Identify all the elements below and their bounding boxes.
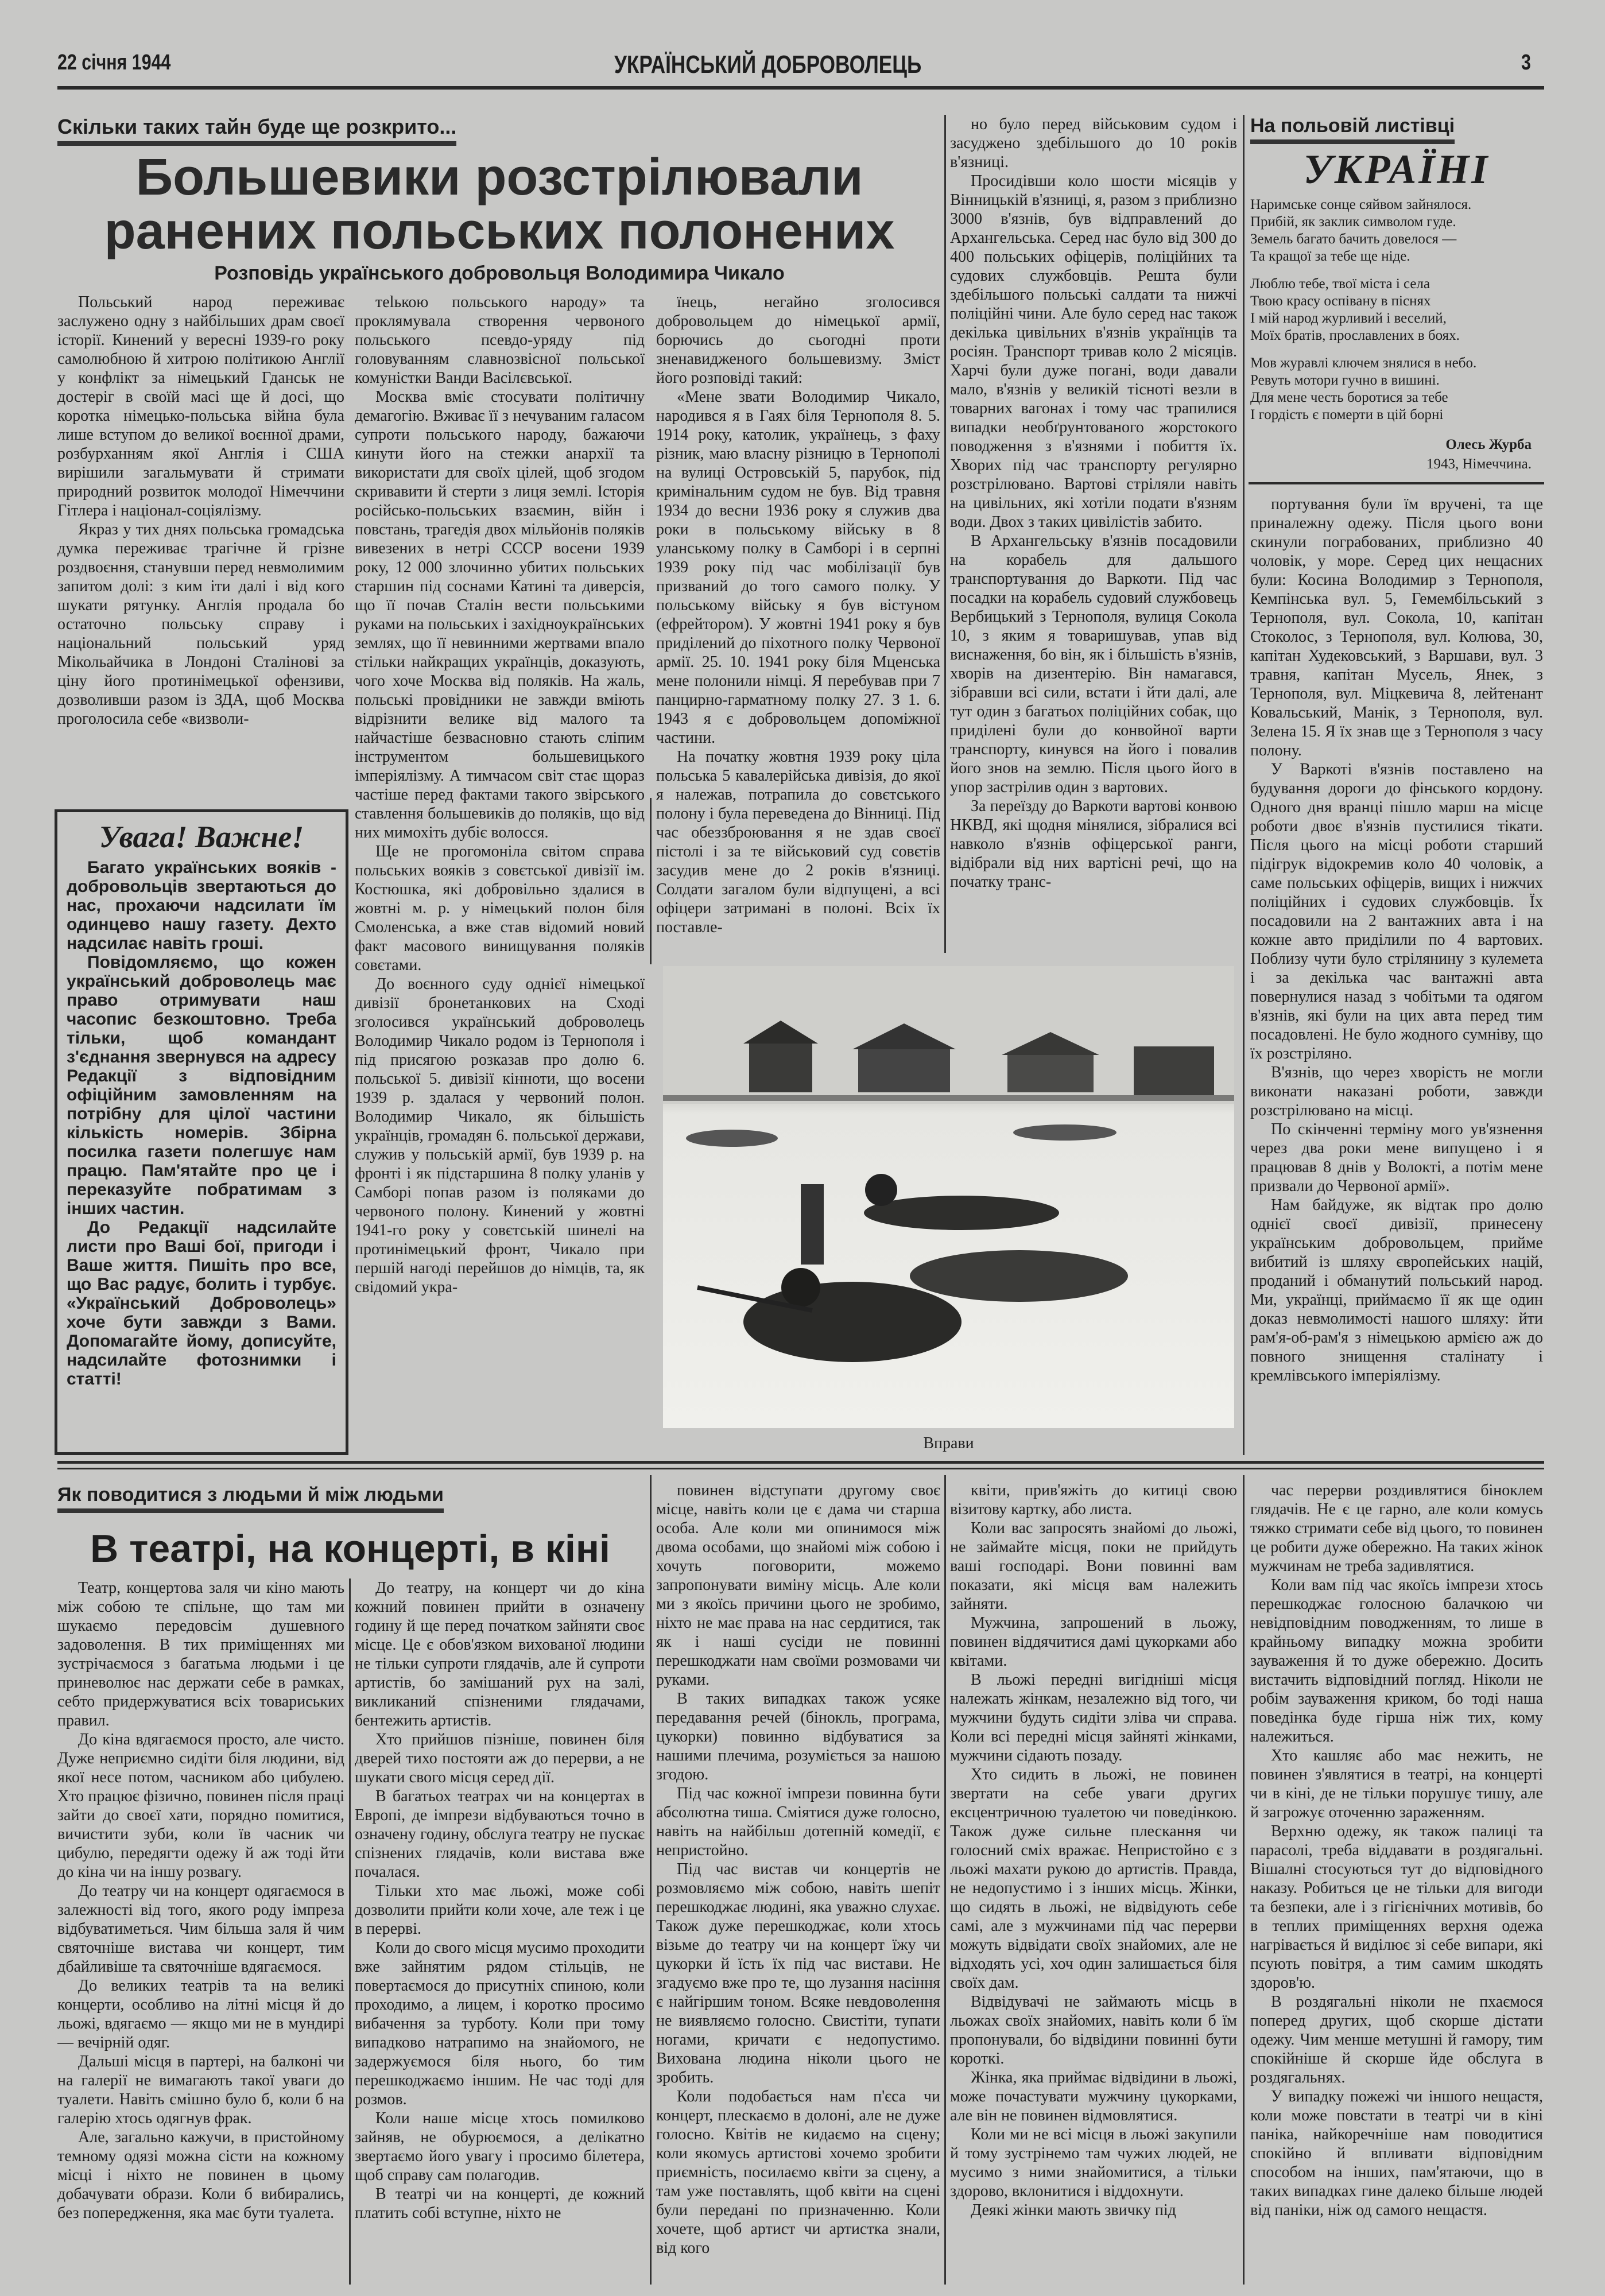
photo-caption: Вправи [923,1434,974,1452]
paragraph: В льожі передні вигідніші місця належать жінкам, незалежно від того, чи мужчини будуть сидіти зліва чи справа. Коли всі передні місця зайняті жінками, мужчини сідають позаду. [950,1671,1237,1764]
paragraph: Жінка, яка приймає відвідини в льожі, може почастувати мужчину цукорками, але він не повинен відмовлятися. [950,2069,1237,2124]
paragraph: До кіна вдягаємося просто, але чисто. Дуже неприємно сидіти біля людини, від якої несе потом, часником або цибулею. Хто працює фізично, повинен після праці зайти до своєї хати, порядно помитися, вичистити зуби, коли їв часник чи цибулю, передягти одежу й аж тоді йти до кіна чи на іншу розвагу. [57,1731,344,1881]
paragraph: Тільки хто має льожі, може собі дозволити прийти коли хоче, але теж і це в перерві. [355,1882,645,1938]
article1-headline [57,150,941,258]
paragraph: До великих театрів та на великі концерти, особливо на літні місця й до льожі, вдягаємо — якщо ми не в мундирі — вечірній одяг. [57,1977,344,2051]
poem-title: УКРАЇНІ [1303,146,1490,192]
newspaper-title: УКРАЇНСЬКИЙ ДОБРОВОЛЕЦЬ [614,51,922,79]
paragraph: До воєнного суду однієї німецької дивізії бронетанкових на Сході зголосився український доброволець Володимир Чикало родом із Тернополя і під присягою розказав про долю 6. польської 5. дивізії кінноти, що восени 1939 р. здалася у червоний полон. Володимир Чикало, як більшість українців, громадян 6. польської держави, служив у польській армії, був 1939 р. на фронті і як підстаршина 8 полку уланів у Самборі попав разом із поляками до червоного полону. Кинений у жовтні 1941-го року у совєтській шинелі на протинімецький фронт, Чикало при першій нагоді перейшов до німців, та, як свідомий укра- [355,975,645,1296]
paragraph: Ще не прогомоніла світом справа польських вояків з совєтської дивізії ім. Костюшка, які добровільно здалися в жовтні м. р. у німецький полон біля Смоленська, а вже став відомий новий факт масового винищування поляків совєтами. [355,843,645,974]
paragraph: Коли подобається нам п'єса чи концерт, плескаємо в долоні, але не дуже голосно. Квітів не кидаємо на сцену; коли якомусь артистові хочемо зробити приємність, посилаємо квіти за сцену, а там уже поставлять, щоб квіти на сцені були передані по призначенню. Коли хочете, щоб артист чи артистка знали, від кого [656,2088,940,2257]
paragraph: Моїх братів, прославлених в боях. [1250,328,1460,343]
article1-subtitle: Розповідь українського добровольця Володимира Чикало [214,262,785,284]
paragraph: Для мене честь боротися за тебе [1250,390,1448,405]
paragraph: час перерви роздивлятися біноклем глядачів. Не є це гарно, але коли комусь тяжко стримати себе від цього, то повинен це робити дуже обережно. На таких жінок мужчинам не треба задивлятися. [1250,1481,1543,1575]
issue-date: 22 січня 1944 [57,51,171,75]
paragraph: їнець, негайно зголосився добровольцем до німецької армії, борючись до сьогодні проти зненавидженого большевизму. Зміст його розповіді такий: [656,293,940,387]
paragraph: Але, загально кажучи, в пристойному темному одязі можна сісти на кожному місці і ніхто не повинен в цьому добачувати образи. Коли б вибирались, без попередження, яка має бути туалета. [57,2128,344,2222]
paragraph: Нам байдуже, як відтак про долю однієї своєї дивізії, принесену українським добровольцем, прийме вибитий із шляху європейських націй, проданий і обманутий польський народ. Ми, українці, приймаємо її як ще один доказ невмолимості нашого шляху: йти рам'я-об-рам'я з німецькою армією аж до повного знищення сталінату і кремлівського імперіялізму. [1250,1196,1543,1384]
notice-body [67,858,336,1445]
paragraph: Просидівши коло шости місяців у Вінницькій в'язниці, я, разом з приблизно 3000 в'язнів, був відправлений до Архангельська. Серед нас було від 300 до 400 польських офіцерів, поліційних та судових службовців. Решта були здебільшого польські салдати та нижчі поліційні чини. Але було серед нас також декілька цивільних в'язнів українців та росіян. Транспорт тривав коло 2 місяців. Харчі були дуже погані, води давали мало, в'язнів у великій тісноті везли в товарних вагонах і тому час трапилися випадки необґрунтованого жорстокого поводження з в'язнями і побиття їх. Хворих під час транспорту регулярно розстрілювано. Вартові стріляли навіть на цивільних, які хотіли подати в'язням води. Двох з таких цивілістів забито. [950,172,1237,531]
paragraph: До театру чи на концерт одягаємося в залежності від того, якого роду імпреза відбуватиметься. Чим більша заля й чим святочніше вистава чи концерт, тим дбайливіше та святочніше вдягаємося. [57,1882,344,1976]
paragraph: У випадку пожежі чи іншого нещастя, коли може повстати в театрі чи в кіні паніка, найкоречніше нам поводитися спокійно й впливати відповідним способом на інших, пам'ятаючи, що в таких випадках гине далеко більше людей від паніки, ніж од самого нещастя. [1250,2088,1543,2219]
paragraph: Коли вам під час якоїсь імпрези хтось перешкоджає голосною балачкою чи невідповідним поводженням, то лише в крайньому випадку можна зробити зауваження й то дуже обережно. Досить вистачить відповідний погляд. Ніколи не робім зауваження криком, бо тоді наша поведінка буде гірша ніж тих, кому належиться. [1250,1576,1543,1746]
paragraph: Коли до свого місця мусимо проходити вже зайнятим рядом стільців, не повертаємося до присутніх спиною, коли проходимо, а лицем, і коротко просимо вибачення за турботу. Коли при тому випадково натрапимо на знайомого, не задержуємося біля нього, бо тим перешкоджаємо іншим. Не час тоді для розмов. [355,1939,645,2108]
paragraph: Твою красу оспівану в піснях [1250,293,1431,309]
paragraph: повинен відступати другому своє місце, навіть коли це є дама чи старша особа. Але коли ми опинимося між двома особами, що знайомі між собою і хочуть поговорити, можемо запропонувати виміну місць. Але коли ми з якоїсь причини цього не зробимо, ніхто не має права на нас сердитися, так як і наші сусіди не повинні перешкоджати нам своїми розмовами чи руками. [656,1481,940,1689]
paragraph: У Варкоті в'язнів поставлено на будування дороги до фінського кордону. Одного дня вранці пішло марш на місце роботи двоє в'язнів пустилися тікати. Після цього на місці роботи старший підігрук відокремив коло 40 чоловік, а саме польських офіцерів, вищих і нижчих поліційних і судових службовців. Їх посадовили на 2 вантажних авта і на кожне авто приділили по 4 вартових. Поблизу чути було стрілянину з кулемета і за декілька час вантажні авта повернулися назад з чобітьми та одягом в'язнів, які були на цих авта перед тим посадовлені. Не було жодного сумніву, що їх розстріляно. [1250,761,1543,1062]
paragraph: Мужчина, запрошений в льожу, повинен віддячитися дамі цукорками або квітами. [950,1614,1237,1670]
masthead-rule [57,86,1544,90]
article2-column-5 [1250,1481,1543,2285]
paragraph: І гордість є померти в цій борні [1250,407,1444,422]
paragraph: В Архангельську в'язнів посадовили на корабель для дальшого транспортування до Варкоти. Під час посадки на корабель судовий службовець Вербицький з Тернополя, вулиця Сокола 10, з яким я товаришував, упав від виснаження, бо він, як і більшість в'язнів, хворів на дизентерію. Він намагався, зібравши всі сили, встати і йти далі, але тут один з багатьох поліційних собак, що приділені були до конвойної варти транспорту, кинувся на його і повалив його знов на землю. Після цього його в упор застрілив один з вартових. [950,532,1237,796]
paragraph: Коли вас запросять знайомі до льожі, не займайте місця, поки не прийдуть ваші господарі. Вони повинні вам показати, які місця вам належить зайняти. [950,1519,1237,1613]
article2-column-1 [57,1578,344,2285]
notice-box [55,809,348,1455]
photo-soldiers-training [663,966,1234,1428]
notice-title: Увага! Важне! [99,820,304,854]
poem-kicker: На польовій листівці [1250,115,1455,144]
paragraph: Коли ми не всі місця в льожі закупили й тому зустрінемо там чужих людей, не мусимо з ними знайомитися, а тільки здорово, вклонитися і віддохнути. [950,2126,1237,2200]
column-divider [1243,115,1245,1455]
paragraph: В роздягальні ніколи не пхаємося поперед других, щоб скорше дістати одежу. Чим менше метушні й гамору, тим спокійніше й скорше йде обслуга в роздягальнях. [1250,1993,1543,2086]
poem-place-date: 1943, Німеччина. [1426,456,1532,472]
paragraph: Під час вистав чи концертів не розмовляємо між собою, навіть шепіт перешкоджає людині, яка уважно слухає. Також дуже перешкоджає, коли хтось візьме до театру чи на концерт їжу чи цукорки й їсть їх під час вистави. Не згадуємо вже про те, що лузання насіння є найгіршим тоном. Всяке невдоволення не виявляємо голосно. Свистіти, тупати ногами, кричати є недопустимо. Вихована людина ніколи цього не зробить. [656,1860,940,2086]
paragraph: портування були їм вручені, та ще приналежну одежу. Після цього вони скинули пограбованих, приблизно 40 чоловік, у море. Серед цих нещасних були: Косина Володимир з Тернополя, Кемпінська вул. 5, Гемембільський з Тернополя, вул. Сокола, 10, капітан Стоколос, з Тернополя, вул. Колюва, 30, капітан Худековський, з Варшави, вул. 3 травня, капітан Мусель, Янек, з Тернополя, вул. Міцкевича 8, лейтенант Ковальський, Манік, з Тернополя, вул. Зелена 15. Я їх знав ще з Тернополя з часу полону. [1250,495,1543,759]
paragraph: До Редакції надсилайте листи про Ваші бої, пригоди і Ваше життя. Пишіть про все, що Вас радує, болить і турбує. «Український Доброволець» хоче бути завжди з Вами. Допомагайте йому, дописуйте, надсилайте фотознимки і статті! [67,1218,336,1389]
column-divider [944,115,946,953]
article2-kicker: Як поводитися з людьми й між людьми [57,1484,444,1513]
column-divider [1243,1475,1245,2285]
paragraph: Польський народ переживає заслужено одну з найбільших драм своєї історії. Кинений у вересні 1939-го року самолюбною й хитрою політикою Англії у конфлікт за німецький Гданськ не достеріг в своїй масі ще й досі, що коротка німецько-польська війна була лише вступом до великої воєнної драми, розбурханням якої Англія і США вирішили загальмувати й стримати природний розвиток молодої Німеччини Гітлера і націонал-соціялізму. [57,293,344,519]
paragraph: Повідомляємо, що кожен український доброволець має право отримувати наш часопис безкоштовно. Треба тільки, щоб командант з'єднання звернувся на адресу Редакції з відповідним офіційним замовленням на потрібну для цілої частини кількість номерів. Збірна посилка газети полегшує нам працю. Пам'ятайте про це і переказуйте побратимам з інших частин. [67,953,336,1218]
paragraph [1250,265,1543,276]
column-divider [650,798,652,964]
headline-line-2: ранених польських полонених [104,203,895,260]
article1-kicker: Скільки таких тайн буде ще розкрито... [57,115,456,146]
paragraph: Деякі жінки мають звичку під [971,2201,1176,2219]
paragraph: Верхню одежу, як також палиці та парасолі, треба віддавати в роздягальні. Вішалні стосуються тут до відповідного наказу. Робиться це не тільки для вигоди та безпеки, але і з гігієнічних мотивів, бо в теплих приміщеннях верхня одежа нагрівається й виділює зі себе випари, які псують повітря, а тим самим шкодять здоров'ю. [1250,1822,1543,1992]
paragraph: Та кращої за тебе ще ніде. [1250,249,1410,264]
paragraph: Багато українських вояків - добровольців звертаються до нас, прохаючи надсилати їм одинцево нашу газету. Дехто надсилає навіть гроші. [67,858,336,953]
paragraph: Якраз у тих днях польська громадська думка переживає трагічне й грізне роздвоєння, станувши перед невмолимим запитом долі: з ким іти далі і від кого шукати рятунку. Англія продала бо остаточно польську справу і національний польський уряд Мікольайчика в Лондоні Сталінові за ціну його протинімецької офензиви, дозволивши разом із ЗДА, щоб Москва проголосила себе «визволи- [57,521,344,728]
paragraph: Ревуть мотори гучно в вишині. [1250,373,1440,388]
article1-column-1 [57,293,344,801]
article1-column-2 [355,293,645,1452]
section-rule [57,1461,1544,1464]
poem-author: Олесь Журба [1445,437,1532,452]
headline-line-1: Большевики розстрілювали [135,149,863,206]
article2-column-2 [355,1578,645,2285]
article1-column-5 [1250,495,1543,1453]
paragraph: Під час кожної імпрези повинна бути абсолютна тиша. Сміятися дуже голосно, навіть на найбільш дотепній комедії, є непристойно. [656,1785,940,1859]
poem-body [1250,196,1543,432]
paragraph: По скінченні терміну мого ув'язнення через два роки мене випущено і я працював 8 днів у Волокті, а потім мене призвали до Червоної армії». [1250,1120,1543,1195]
article1-column-3 [656,293,940,956]
paragraph: Наримське сонце сяйвом зайнялося. [1250,197,1472,212]
column-divider [349,1578,351,2285]
paragraph: Москва вміє стосувати політичну демагогію. Вживає її з нечуваним галасом супроти польського народу, бажаючи кинути його на стежки анархії та використати для своїх цілей, щоб згодом скривавити й стерти з лиця землі. Історія російсько-польських взаємин, війн і повстань, трагедія двох мільйонів поляків вивезених в нетрі СССР восени 1939 року, 12 000 злочинно убитих польських старшин під соснами Катині та диверсія, що її почав Сталін вести польськими руками на польських і західноукраїнських землях, що її невинними жертвами впало стільки найкращих українців, доказують, чого хоче Москва від поляків. На жаль, польські провідники не завжди вміють відрізнити велике від малого та найчастіше безвасновно стають сліпим інструментом большевицького імперіялізму. А тимчасом світ стає щораз частіше перед фактами такого звірського ставлення большевиків до поляків, що від них мимохіть дубіє волосся. [355,388,645,841]
paragraph [1250,344,1543,355]
paragraph: За переїзду до Варкоти вартові конвою НКВД, які щодня мінялися, зібралися всі навколо в'язнів офіцерської ранги, відібрали від них вартісні речі, що на початку транс- [950,797,1237,891]
paragraph: но було перед військовим судом і засуджено здебільшого до 10 років в'язниці. [950,115,1237,171]
paragraph: Театр, концертова заля чи кіно мають між собою те спільне, що там ми шукаємо передовсім душевного задоволення. В тих приміщеннях ми зустрічаємося з багатьма людьми і це приневолює нас держати себе в рамках, себто придержуватися всіх товариських правил. [57,1579,344,1729]
article2-column-3 [656,1481,940,2285]
paragraph: Люблю тебе, твої міста і села [1250,276,1430,292]
paragraph: Дальші місця в партері, на балконі чи на галерії не вимагають такої уваги до туалети. Навіть смішно було б, коли б на галерію хтось одягнув фрак. [57,2053,344,2127]
paragraph: В'язнів, що через хворість не могли виконати наказані роботи, завжди розстрілювано на місці. [1250,1064,1543,1119]
poem-rule [1249,482,1544,484]
paragraph: В багатьох театрах чи на концертах в Европі, де імпрези відбуваються точно в означену годину, обслуга театру не пускає спізнених глядачів, коли вистава вже почалася. [355,1787,645,1881]
photo-image [663,966,1234,1428]
paragraph: Хто сидить в льожі, не повинен звертати на себе уваги других ексцентричною туалетою чи поведінкою. Також дуже сильне плескання чи голосний сміх вражає. Непристойно є з льожі махати рукою до артистів. Правда, не недопустимо і з інших місць. Жінки, що сидять в льожі, не відвідують себе самі, але з мужчинами під час перерви можуть відвідати своїх знайомих, але не відходять усі, хоч один залишається біля своїх дам. [950,1766,1237,1992]
paragraph: Земель багато бачить довелося — [1250,231,1457,247]
paragraph: Хто кашляє або має нежить, не повинен з'являтися в театрі, на концерті чи в кіні, де не тільки порушує тишу, але й загрожує оточенню зараженням. [1250,1747,1543,1821]
paragraph: І мій народ журливий і веселий, [1250,311,1447,326]
paragraph: До театру, на концерт чи до кіна кожний повинен прийти в означену годину й ще перед початком зайняти своє місце. Це є обов'язком вихованої людини не тільки супроти глядачів, але й супроти артистів, бо замішаний рух на залі, викликаний спізненими глядачами, бентежить артистів. [355,1579,645,1729]
article2-headline: В театрі, на концерті, в кіні [90,1527,610,1570]
paragraph: Прибій, як заклик символом гуде. [1250,214,1456,230]
paragraph: Мов журавлі ключем знялися в небо. [1250,355,1477,371]
paragraph: квіти, прив'яжіть до китиці свою візитову картку, або листа. [950,1481,1237,1518]
paragraph: В театрі чи на концерті, де кожний платить собі вступне, ніхто не [355,2185,645,2222]
paragraph: Коли наше місце хтось помилково зайняв, не обурюємося, а делікатно звертаємо його увагу і просимо білетера, щоб справу сам полагодив. [355,2109,645,2184]
column-divider [944,1475,946,2285]
section-rule [57,1468,1544,1469]
paragraph: В таких випадках також усяке передавання речей (бінокль, програма, цукорки) повинно відбуватися за нашими плечима, розуміється за нашою згодою. [656,1690,940,1783]
column-divider [650,1475,652,2285]
page-number: 3 [1521,51,1531,75]
paragraph: Відвідувачі не займають місць в льожах своїх знайомих, навіть коли б їм пропонували, бо відвідини повинні бути короткі. [950,1993,1237,2068]
paragraph: На початку жовтня 1939 року ціла польська 5 кавалерійська дивізія, до якої я належав, потрапила до совєтського полону і була переведена до Вінниці. Під час обеззброювання я не здав своєї пістолі і за те військовий суд совєтів засудив мене до 2 років в'язниці. Солдати загалом були відпущені, а всі офіцери затримані в полоні. Всіх їх поставле- [656,748,940,936]
paragraph: тelькою польського народу» та проклямувала створення червоного польського псевдо-уряду під головуванням славнозвісної польської комуністки Ванди Васілєвської. [355,293,645,387]
paragraph: Хто прийшов пізніше, повинен біля дверей тихо постояти аж до перерви, а не шукати свого місця серед дії. [355,1731,645,1786]
article2-column-4 [950,1481,1237,2285]
paragraph: «Мене звати Володимир Чикало, народився я в Гаях біля Тернополя 8. 5. 1914 року, католик, українець, з фаху різник, маю власну різницю в Тернополі на вулиці Островській 5, парубок, під кримінальним судом не був. Від травня 1934 до весни 1936 року я служив два роки в польському війську в 8 уланському полку в Самборі і в серпні 1939 року під час мобілізації був призваний до того самого полку. У польському війську я був вістуном (ефрейтором). У жовтні 1941 року я був приділений до піхотного полку Червоної армії. 25. 10. 1941 року біля Мценська мене полонили німці. Я перебував при 7 панцирно-гарматному полку 27. З 1. 6. 1943 я є добровольцем допоміжної частини. [656,388,940,747]
article1-column-4 [950,115,1237,956]
